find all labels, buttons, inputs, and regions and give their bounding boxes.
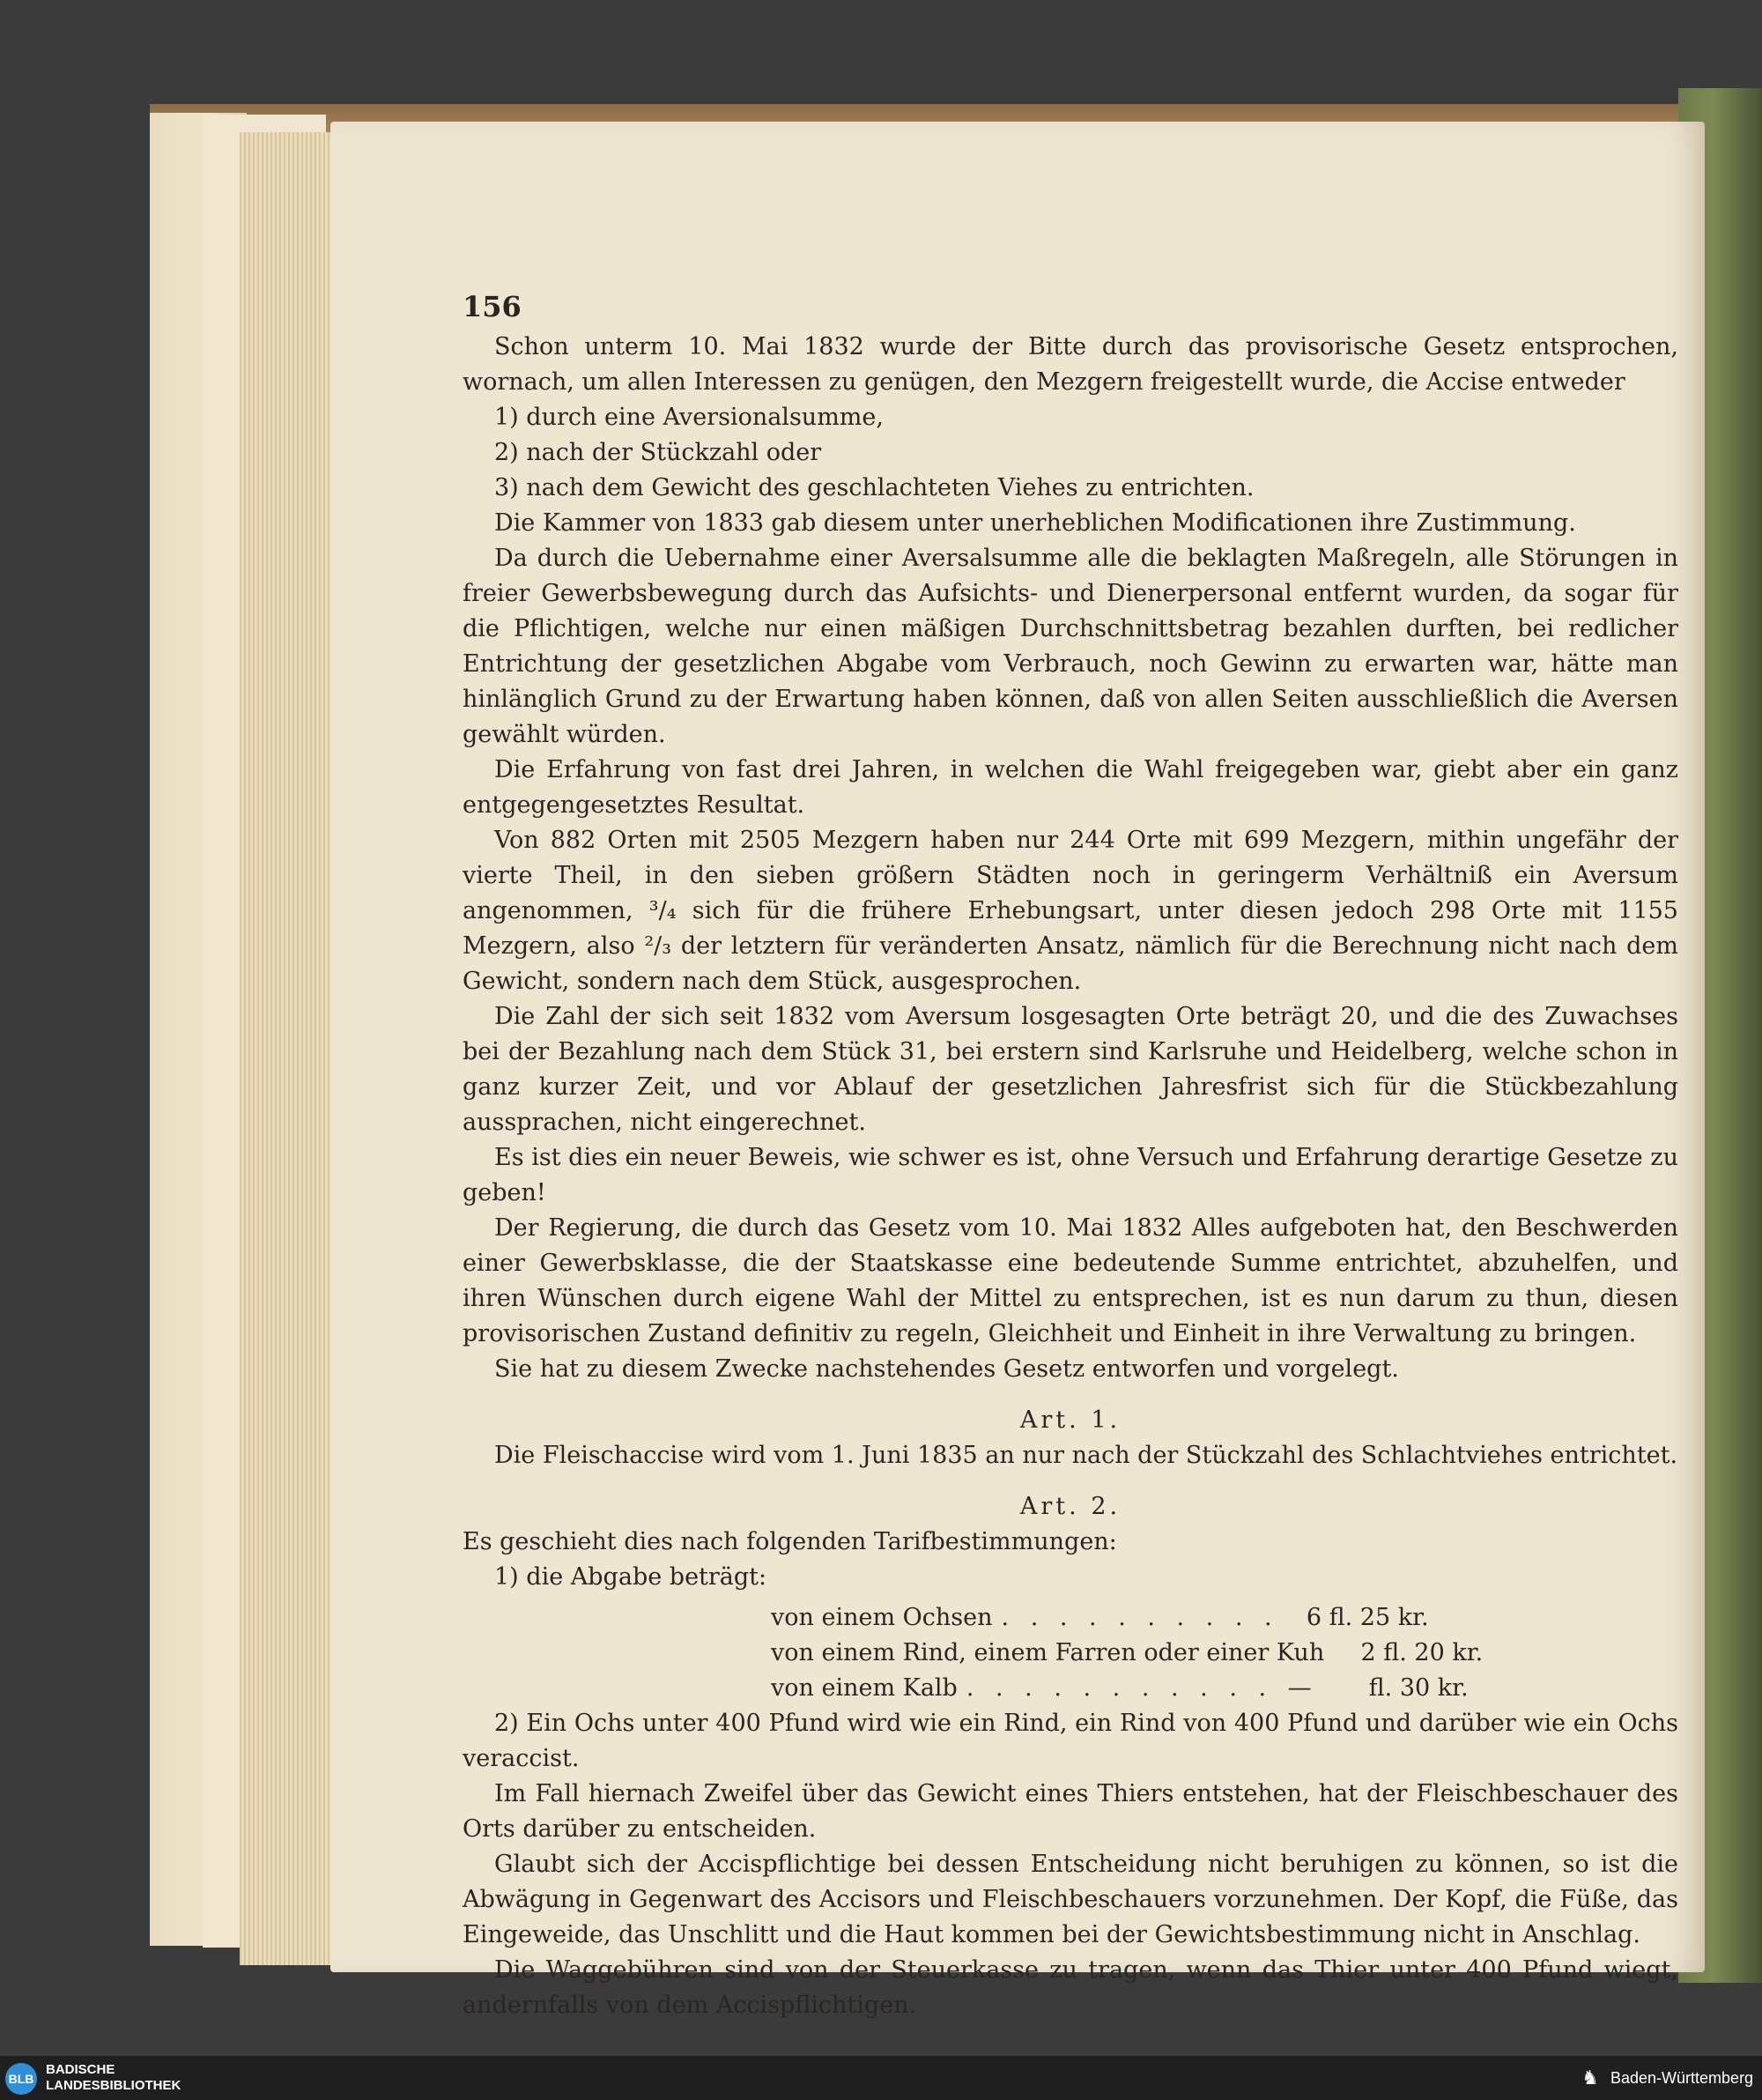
options-list bbox=[463, 400, 1678, 506]
library-name[interactable] bbox=[46, 2062, 181, 2094]
state-name[interactable]: Baden-Württemberg bbox=[1610, 2069, 1754, 2087]
paragraph: Im Fall hiernach Zweifel über das Gewicht eines Thiers entstehen, hat der Fleischbeschauer des Orts darüber zu entscheiden. bbox=[463, 1780, 1678, 1843]
tariff-row bbox=[771, 1636, 1484, 1671]
article-2-intro: Es geschieht dies nach folgenden Tarifbestimmungen: bbox=[463, 1528, 1117, 1555]
viewer-footer bbox=[0, 2056, 1762, 2100]
tariff-amount: fl. 30 kr. bbox=[1368, 1674, 1469, 1702]
tariff-row bbox=[771, 1600, 1429, 1636]
library-name-line-2: LANDESBIBLIOTHEK bbox=[46, 2078, 181, 2093]
tariff-amount: 6 fl. 25 kr. bbox=[1306, 1604, 1429, 1631]
page-edges bbox=[240, 132, 337, 1965]
blb-logo-icon[interactable]: BLB bbox=[5, 2063, 37, 2095]
article-2-item-2: 2) Ein Ochs unter 400 Pfund wird wie ein Rind, ein Rind von 400 Pfund und darüber wie ein Ochs veraccist. bbox=[463, 1710, 1678, 1772]
article-1-text: Die Fleischaccise wird vom 1. Juni 1835 an nur nach der Stückzahl des Schlachtviehes entrichtet. bbox=[494, 1442, 1678, 1469]
list-item: 3) nach dem Gewicht des geschlachteten Viehes zu entrichten. bbox=[494, 474, 1255, 501]
paragraph: Glaubt sich der Accispflichtige bei dessen Entscheidung nicht beruhigen zu können, so ist die Abwägung in Gegenwart des Accisors und Fleischbeschauers vorzunehmen. Der Kopf, die Füße, das Eingeweide, das Unschlitt und die Haut kommen bei der Gewichtsbestimmung nicht in Anschlag. bbox=[463, 1851, 1678, 1948]
paragraph: Es ist dies ein neuer Beweis, wie schwer es ist, ohne Versuch und Erfahrung derartige Gesetze zu geben! bbox=[463, 1144, 1678, 1206]
coat-of-arms-icon: ♞ bbox=[1581, 2067, 1599, 2089]
page-content bbox=[463, 289, 1678, 2023]
paragraph: Von 882 Orten mit 2505 Mezgern haben nur 244 Orte mit 699 Mezgern, mithin ungefähr der vierte Theil, in den sieben größern Städten noch in geringerm Verhältniß ein Aversum angenommen, ³/₄ sich für die frühere Erhebungsart, unter diesen jedoch 298 Orte mit 1155 Mezgern, also ²/₃ der letztern für veränderten Ansatz, nämlich für die Berechnung nicht nach dem Gewicht, sondern nach dem Stück, ausgesprochen. bbox=[463, 827, 1678, 995]
tariff-table bbox=[771, 1600, 1678, 1706]
book-page bbox=[330, 122, 1705, 2019]
library-name-line-1: BADISCHE bbox=[46, 2062, 115, 2077]
tariff-leader: . . . . . . . . . . bbox=[1001, 1604, 1279, 1631]
list-item: 2) nach der Stückzahl oder bbox=[494, 439, 822, 466]
tariff-leader: . . . . . . . . . . . — bbox=[966, 1674, 1319, 1702]
article-2-item-1: 1) die Abgabe beträgt: bbox=[494, 1563, 767, 1591]
tariff-label: von einem Ochsen bbox=[771, 1604, 993, 1631]
paragraph: Die Waggebühren sind von der Steuerkasse zu tragen, wenn das Thier unter 400 Pfund wiegt, andernfalls von dem Accispflichtigen. bbox=[463, 1956, 1678, 2019]
tariff-label: von einem Rind, einem Farren oder einer Kuh bbox=[771, 1639, 1325, 1666]
paragraph: Die Erfahrung von fast drei Jahren, in welchen die Wahl freigegeben war, giebt aber ein ganz entgegengesetztes Resultat. bbox=[463, 756, 1678, 819]
paragraph-intro: Schon unterm 10. Mai 1832 wurde der Bitte durch das provisorische Gesetz entsprochen, wornach, um allen Interessen zu genügen, den Mezgern freigestellt wurde, die Accise entweder bbox=[463, 333, 1678, 396]
paragraph: Der Regierung, die durch das Gesetz vom 10. Mai 1832 Alles aufgeboten hat, den Beschwerden einer Gewerbsklasse, die der Staatskasse eine bedeutende Summe entrichtet, abzuhelfen, und ihren Wünschen durch eigene Wahl der Mittel zu entsprechen, ist es nun darum zu thun, diesen provisorischen Zustand definitiv zu regeln, Gleichheit und Einheit in ihre Verwaltung zu bringen. bbox=[463, 1214, 1678, 1347]
paragraph: Da durch die Uebernahme einer Aversalsumme alle die beklagten Maßregeln, alle Störungen in freier Gewerbsbewegung durch das Aufsichts- und Dienerpersonal entfernt wurden, da sogar für die Pflichtigen, welche nur einen mäßigen Durchschnittsbetrag bezahlen durften, bei redlicher Entrichtung der gesetzlichen Abgabe vom Verbrauch, noch Gewinn zu erwarten war, hätte man hinlänglich Grund zu der Erwartung haben können, daß von allen Seiten ausschließlich die Aversen gewählt würden. bbox=[463, 545, 1678, 748]
paragraph: Die Zahl der sich seit 1832 vom Aversum losgesagten Orte beträgt 20, und die des Zuwachses bei der Bezahlung nach dem Stück 31, bei erstern sind Karlsruhe und Heidelberg, welche schon in ganz kurzer Zeit, und vor Ablauf der gesetzlichen Jahresfrist sich für die Stückbezahlung aussprachen, nicht eingerechnet. bbox=[463, 1003, 1678, 1136]
tariff-amount: 2 fl. 20 kr. bbox=[1360, 1639, 1484, 1666]
article-1-heading: Art. 1. bbox=[1019, 1406, 1122, 1434]
tariff-leader bbox=[1324, 1636, 1333, 1671]
tariff-label: von einem Kalb bbox=[771, 1674, 958, 1702]
article-2-heading: Art. 2. bbox=[1019, 1493, 1122, 1520]
paragraph: Sie hat zu diesem Zwecke nachstehendes Gesetz entworfen und vorgelegt. bbox=[494, 1355, 1399, 1383]
tariff-row bbox=[771, 1671, 1469, 1706]
page-number: 156 bbox=[463, 290, 522, 323]
paragraph: Die Kammer von 1833 gab diesem unter unerheblichen Modificationen ihre Zustimmung. bbox=[494, 509, 1576, 537]
list-item: 1) durch eine Aversionalsumme, bbox=[494, 404, 884, 431]
